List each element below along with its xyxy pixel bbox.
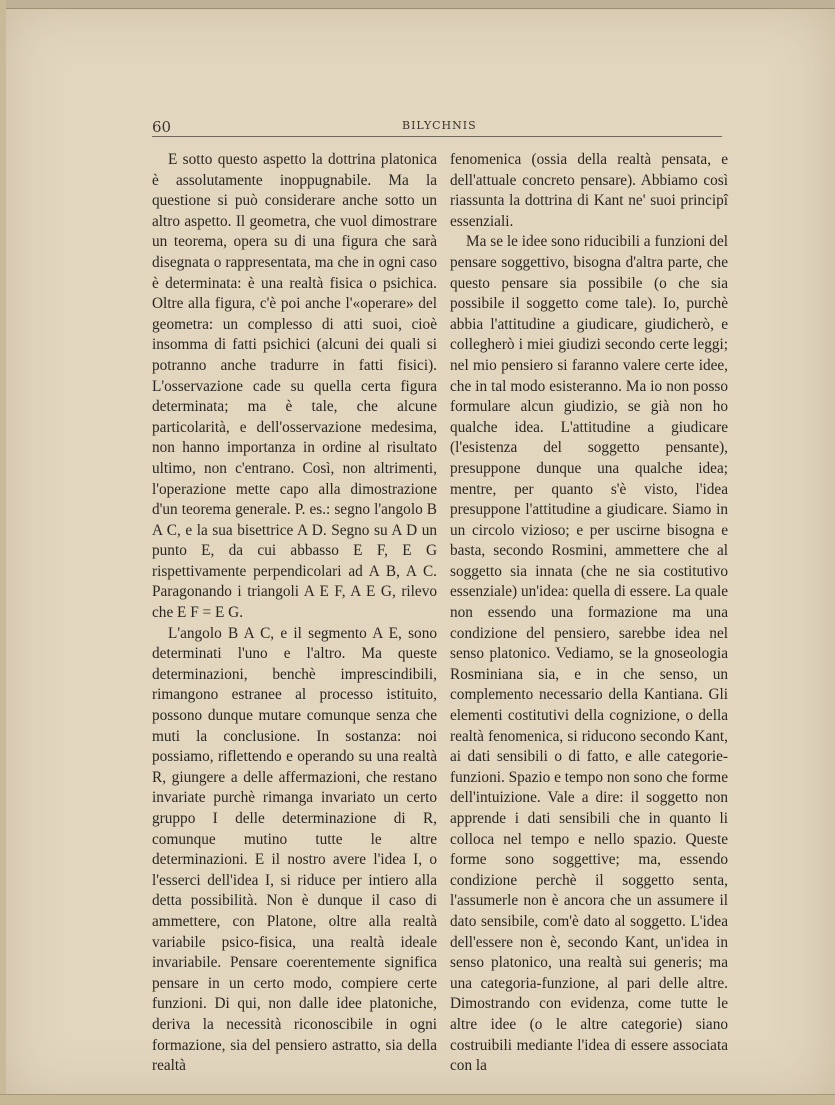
page-top-edge [0, 0, 835, 9]
page-left-edge [0, 0, 6, 1105]
paragraph: E sotto questo aspetto la dottrina platonica è assolutamente inoppugnabile. Ma la questione si può considerare anche sotto un altro aspetto. Il geometra, che vuol dimostrare un teorema, opera su di una figura che sarà disegnata o rappresentata, ma che in ogni caso è determinata: è una realtà fisica o psichica. Oltre alla figura, c'è poi anche l'«operare» del geometra: un complesso di atti suoi, cioè insomma di fatti psichici (alcuni dei quali si potranno anche tradurre in fatti fisici). L'osservazione cade su quella certa figura determinata; ma è tale, che alcune particolarità, e dell'osservazione medesima, non hanno importanza in ordine al risultato ultimo, non c'entrano. Così, non altrimenti, l'operazione mette capo alla dimostrazione d'un teorema generale. P. es.: segno l'angolo B A C, e la sua bisettrice A D. Segno su A D un punto E, da cui abbasso E F, E G rispettivamente perpendicolari ad A B, A C. Paragonando i triangoli A E F, A E G, rilevo che E F = E G. [152, 151, 437, 622]
header-rule [152, 136, 722, 137]
paragraph: fenomenica (ossia della realtà pensata, e dell'attuale concreto pensare). Abbiamo così riassunta la dottrina di Kant ne' suoi principî essenziali. [450, 151, 728, 230]
running-header [152, 118, 724, 136]
right-column [450, 150, 728, 1077]
paragraph: L'angolo B A C, e il segmento A E, sono determinati l'uno e l'altro. Ma queste determinazioni, benchè imprescindibili, rimangono estranee al processo istituito, possono dunque mutare comunque senza che muti la conclusione. In sostanza: noi possiamo, riflettendo e operando su una realtà R, giungere a delle affermazioni, che restano invariate purchè rimanga invariato un certo gruppo I delle determinazione di R, comunque mutino tutte le altre determinazioni. E il nostro avere l'idea I, o l'esserci dell'idea I, si riduce per intiero alla detta possibilità. Non è dunque il caso di ammettere, con Platone, oltre alla realtà variabile psico-fisica, una realtà ideale invariabile. Pensare coerentemente significa pensare in un certo modo, compiere certe funzioni. Di qui, non dalle idee platoniche, deriva la necessità riconoscibile in ogni formazione, sia del pensiero astratto, sia della realtà [152, 624, 437, 1075]
paragraph: Ma se le idee sono riducibili a funzioni del pensare soggettivo, bisogna d'altra parte, che questo pensare sia possibile (o che sia possibile il soggetto come tale). Io, purchè abbia l'attitudine a giudicare, giudicherò, e collegherò i miei giudizi secondo certe leggi; nel mio pensiero si faranno valere certe idee, che in tal modo esisteranno. Ma io non posso formulare alcun giudizio, se già non ho qualche idea. L'attitudine a giudicare (l'esistenza del soggetto pensante), presuppone dunque una qualche idea; mentre, per quanto s'è visto, l'idea presuppone l'attitudine a giudicare. Siamo in un circolo vizioso; e per uscirne bisogna e basta, secondo Rosmini, ammettere che al soggetto sia innata (che ne sia costitutivo essenziale) un'idea: quella di essere. La quale non essendo una formazione ma una condizione del pensiero, sarebbe idea nel senso platonico. Vediamo, se la gnoseologia Rosminiana sia, e in che senso, un complemento necessario della Kantiana. Gli elementi costitutivi della cognizione, o della realtà fenomenica, si riducono secondo Kant, ai dati sensibili o di fatto, e alle categorie-funzioni. Spazio e tempo non sono che forme dell'intuizione. Vale a dire: il soggetto non apprende i dati sensibili che in quanto li colloca nel tempo e nello spazio. Queste forme sono soggettive; ma, essendo condizione perchè il soggetto senta, l'assumerle non è ancora che un assumere il dato sensibile, com'è dato al soggetto. L'idea dell'essere non è, secondo Kant, un'idea in senso platonico, una realtà sui generis; ma una categoria-funzione, al pari delle altre. Dimostrando con evidenza, come tutte le altre idee (o le altre categorie) siano costruibili mediante l'idea di essere associata con la [450, 233, 728, 1075]
page-number: 60 [152, 118, 172, 136]
page-bottom-edge [0, 1094, 835, 1105]
left-column [152, 150, 437, 1077]
running-title: BILYCHNIS [402, 119, 477, 132]
